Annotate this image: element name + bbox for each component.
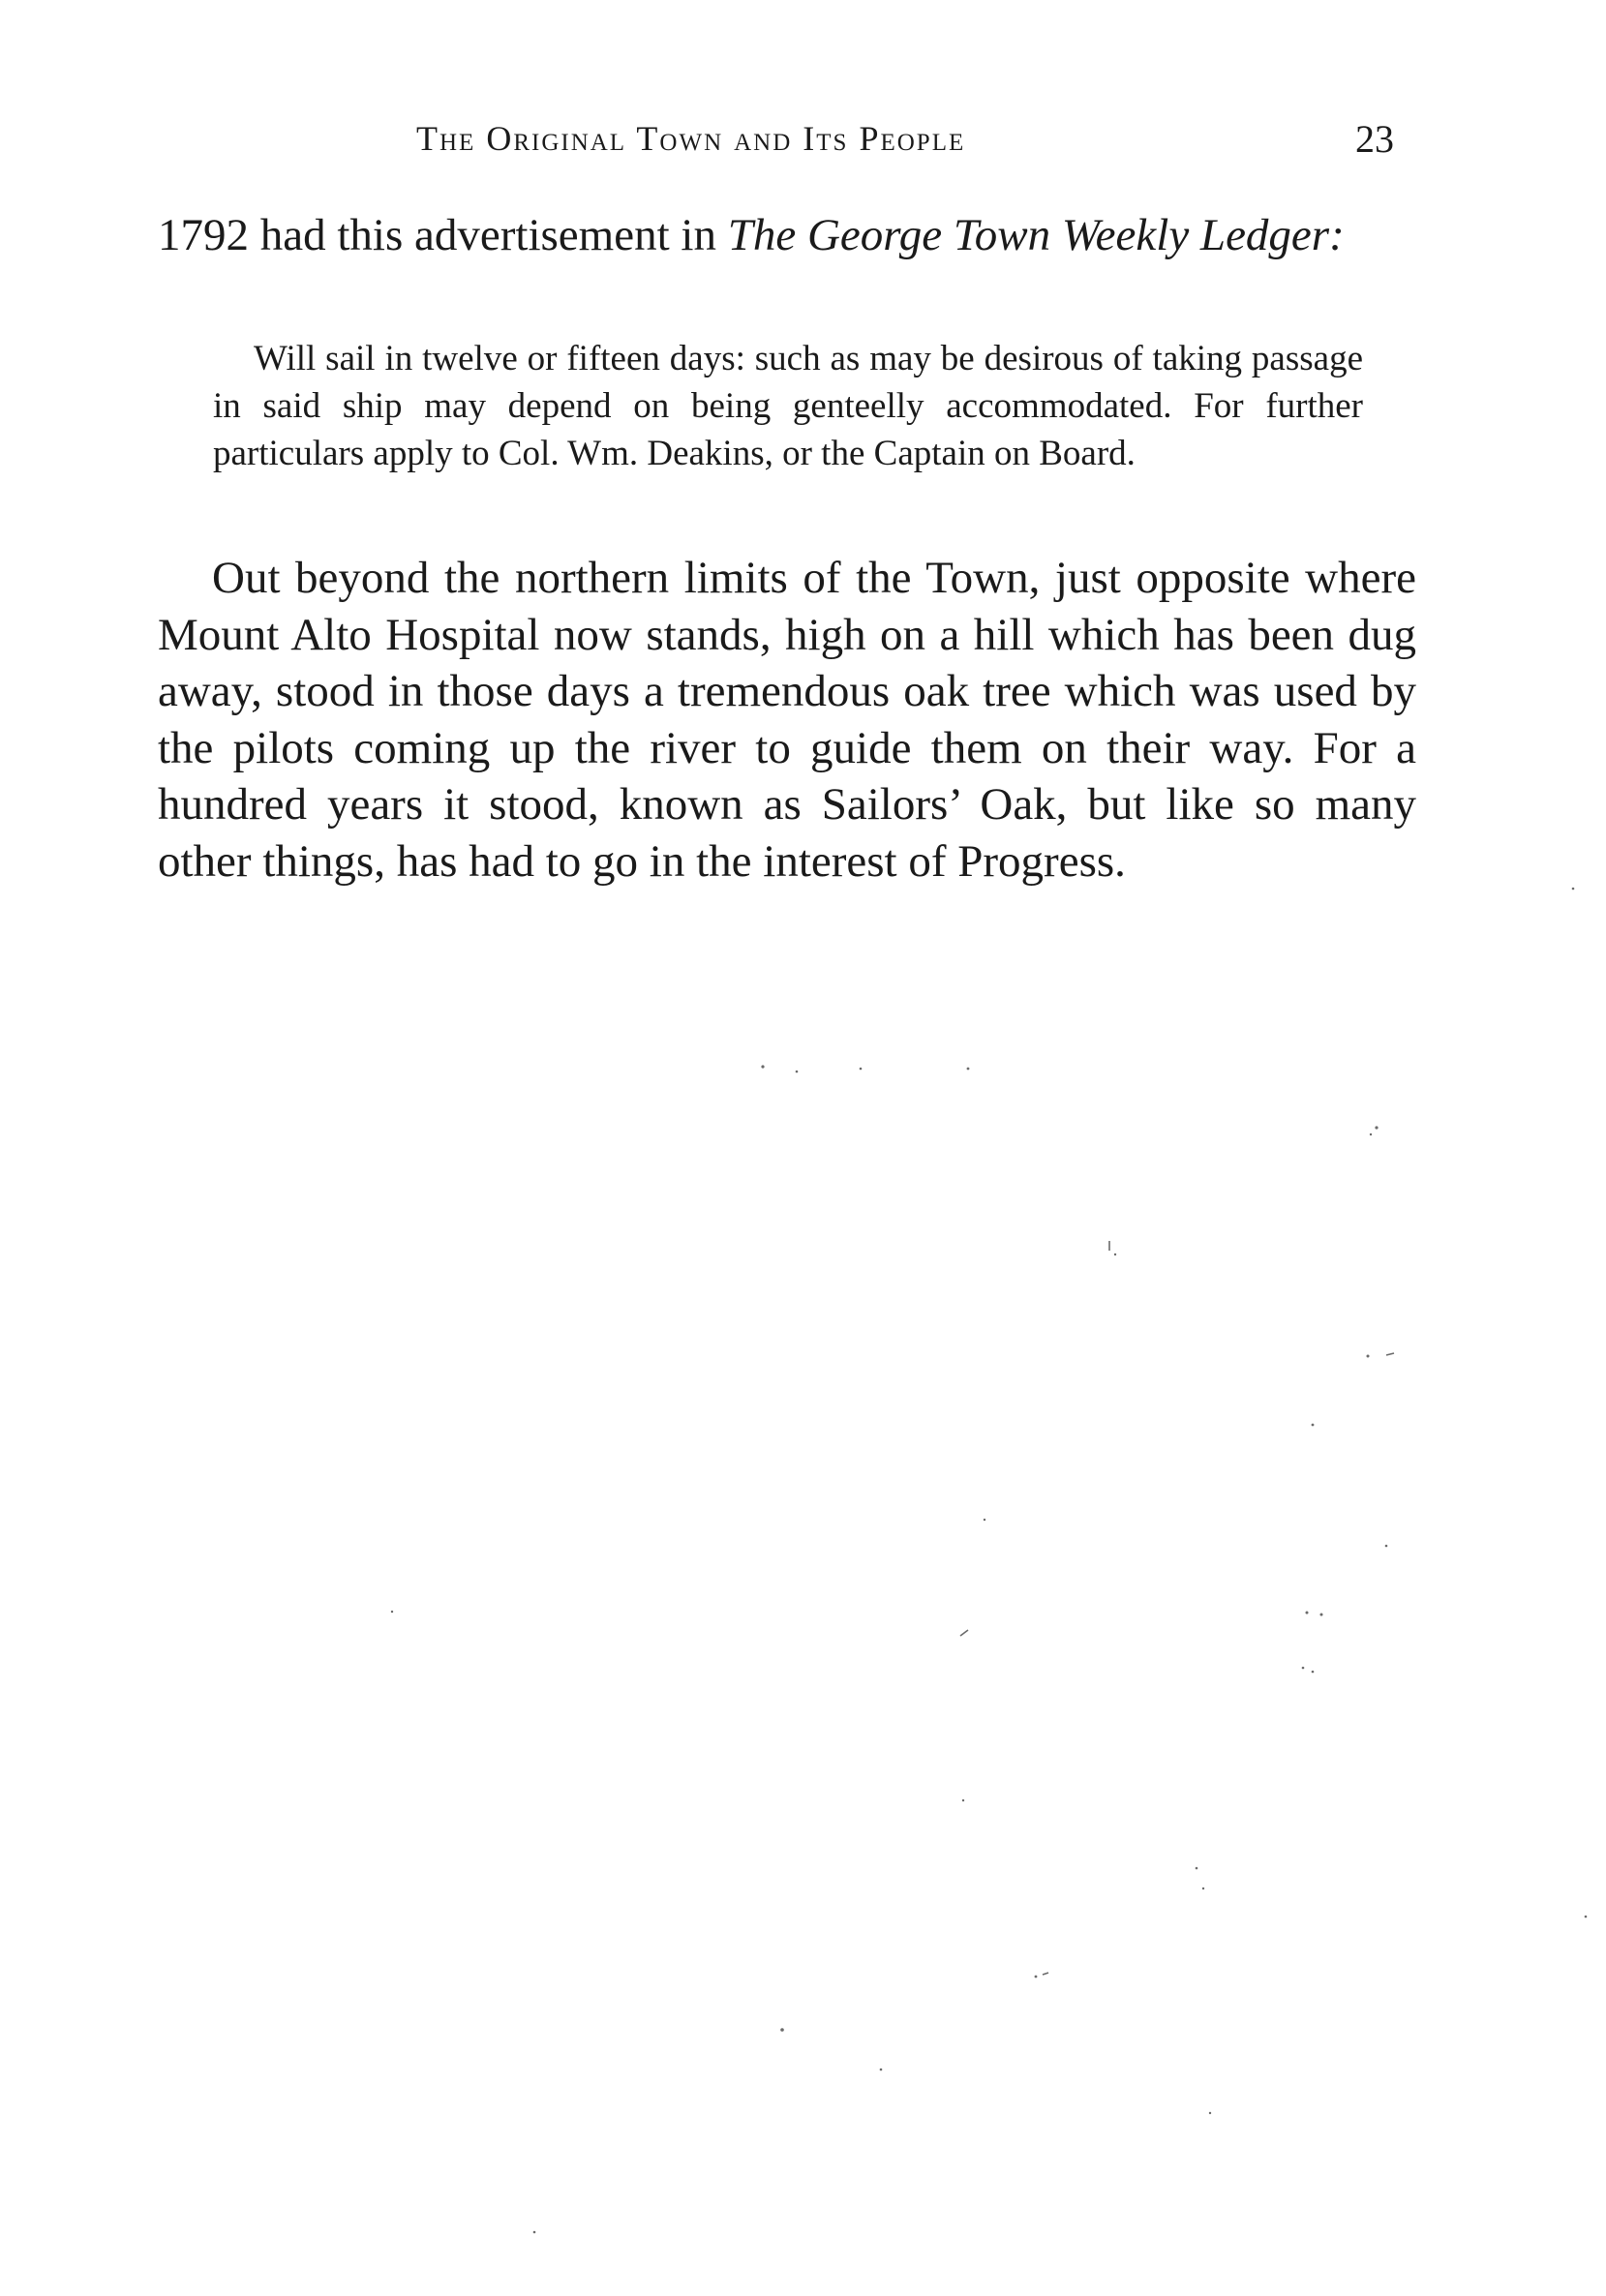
paragraph-sailors-oak: Out beyond the northern limits of the Town, just opposite where Mount Alto Hospital now stands, high on a hill which has been dug away, stood in those days a tremendous oak tree which was used by the pilots coming up the river to guide them on their way. For a hundred years it stood, known as Sailors’ Oak, but like so many other things, has had to go in the interest of Progress. xyxy=(158,553,1416,887)
running-title: The Original Town and Its People xyxy=(416,119,966,158)
advertisement-quote: Will sail in twelve or fifteen days: such as may be desirous of taking passage in said ship may depend on being genteelly accommodated. For further particulars apply to Col. Wm. Deakins, or the Captain on Board. xyxy=(213,339,1363,473)
paragraph-intro xyxy=(158,207,1416,264)
running-head xyxy=(0,118,1606,176)
page-number: 23 xyxy=(1355,117,1394,161)
newspaper-title: The George Town Weekly Ledger: xyxy=(727,210,1345,260)
paragraph-intro-text: 1792 had this advertisement in xyxy=(158,210,728,260)
